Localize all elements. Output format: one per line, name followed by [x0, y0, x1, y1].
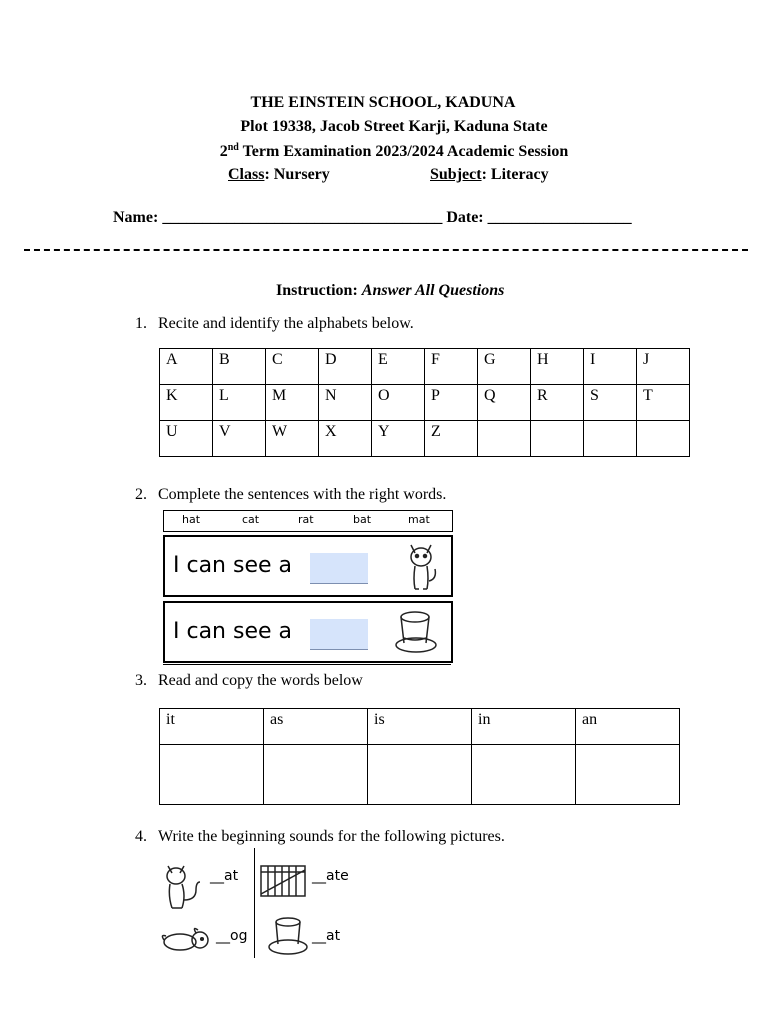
instruction: Instruction: Answer All Questions	[276, 282, 505, 299]
beginning-sound-item: __og	[216, 928, 248, 944]
hat-icon	[391, 605, 441, 659]
word-cell: as	[264, 709, 368, 745]
class-line: Class: Nursery	[228, 166, 330, 183]
copy-cell[interactable]	[576, 745, 680, 805]
exam-title: 2nd Term Examination 2023/2024 Academic Session	[219, 142, 569, 160]
alphabet-cell: U	[160, 421, 213, 457]
dashed-divider	[24, 249, 748, 251]
alphabet-cell	[478, 421, 531, 457]
cat-icon	[401, 539, 441, 593]
alphabet-cell: I	[584, 349, 637, 385]
word-bank-item: hat	[182, 513, 201, 526]
dog-icon	[160, 922, 212, 954]
alphabet-cell: Z	[425, 421, 478, 457]
word-bank-item: bat	[353, 513, 372, 526]
answer-blank[interactable]	[310, 553, 368, 584]
alphabet-cell	[637, 421, 690, 457]
hat-icon	[266, 914, 312, 960]
sentence-box-1	[163, 535, 453, 597]
school-name: THE EINSTEIN SCHOOL, KADUNA	[250, 94, 516, 111]
divider-line	[254, 848, 255, 958]
alphabet-cell: R	[531, 385, 584, 421]
alphabet-cell: E	[372, 349, 425, 385]
alphabet-cell	[531, 421, 584, 457]
alphabet-cell: X	[319, 421, 372, 457]
alphabet-cell: D	[319, 349, 372, 385]
subject-line: Subject: Literacy	[430, 166, 549, 183]
alphabet-table	[159, 348, 690, 457]
alphabet-cell: O	[372, 385, 425, 421]
gate-icon	[258, 862, 308, 900]
word-bank-item: mat	[408, 513, 430, 526]
alphabet-cell: F	[425, 349, 478, 385]
alphabet-cell: K	[160, 385, 213, 421]
copy-cell[interactable]	[368, 745, 472, 805]
word-cell: an	[576, 709, 680, 745]
sentence-text: I can see a	[173, 553, 293, 578]
word-bank-item: rat	[298, 513, 314, 526]
copy-cell[interactable]	[264, 745, 368, 805]
sentence-box-2	[163, 601, 453, 663]
word-cell: is	[368, 709, 472, 745]
alphabet-cell: T	[637, 385, 690, 421]
alphabet-cell: H	[531, 349, 584, 385]
word-cell: it	[160, 709, 264, 745]
alphabet-cell: B	[213, 349, 266, 385]
beginning-sound-item: __ate	[312, 868, 349, 884]
beginning-sound-item: __at	[312, 928, 341, 944]
alphabet-cell: Q	[478, 385, 531, 421]
word-cell: in	[472, 709, 576, 745]
alphabet-cell: C	[266, 349, 319, 385]
alphabet-cell: J	[637, 349, 690, 385]
alphabet-cell: A	[160, 349, 213, 385]
beginning-sound-item: __at	[210, 868, 239, 884]
alphabet-cell: L	[213, 385, 266, 421]
alphabet-cell: V	[213, 421, 266, 457]
alphabet-cell	[584, 421, 637, 457]
alphabet-cell: S	[584, 385, 637, 421]
alphabet-cell: Y	[372, 421, 425, 457]
word-bank-item: cat	[242, 513, 260, 526]
alphabet-cell: M	[266, 385, 319, 421]
answer-blank[interactable]	[310, 619, 368, 650]
divider-line	[163, 664, 451, 665]
school-address: Plot 19338, Jacob Street Karji, Kaduna State	[240, 118, 548, 135]
words-table	[159, 708, 680, 805]
word-bank	[163, 510, 453, 532]
copy-cell[interactable]	[160, 745, 264, 805]
alphabet-cell: N	[319, 385, 372, 421]
alphabet-cell: P	[425, 385, 478, 421]
cat-icon	[160, 860, 204, 914]
name-date-line: Name: ___________________________________ Date: __________________	[113, 209, 632, 226]
alphabet-cell: G	[478, 349, 531, 385]
alphabet-cell: W	[266, 421, 319, 457]
copy-cell[interactable]	[472, 745, 576, 805]
sentence-text: I can see a	[173, 619, 293, 644]
